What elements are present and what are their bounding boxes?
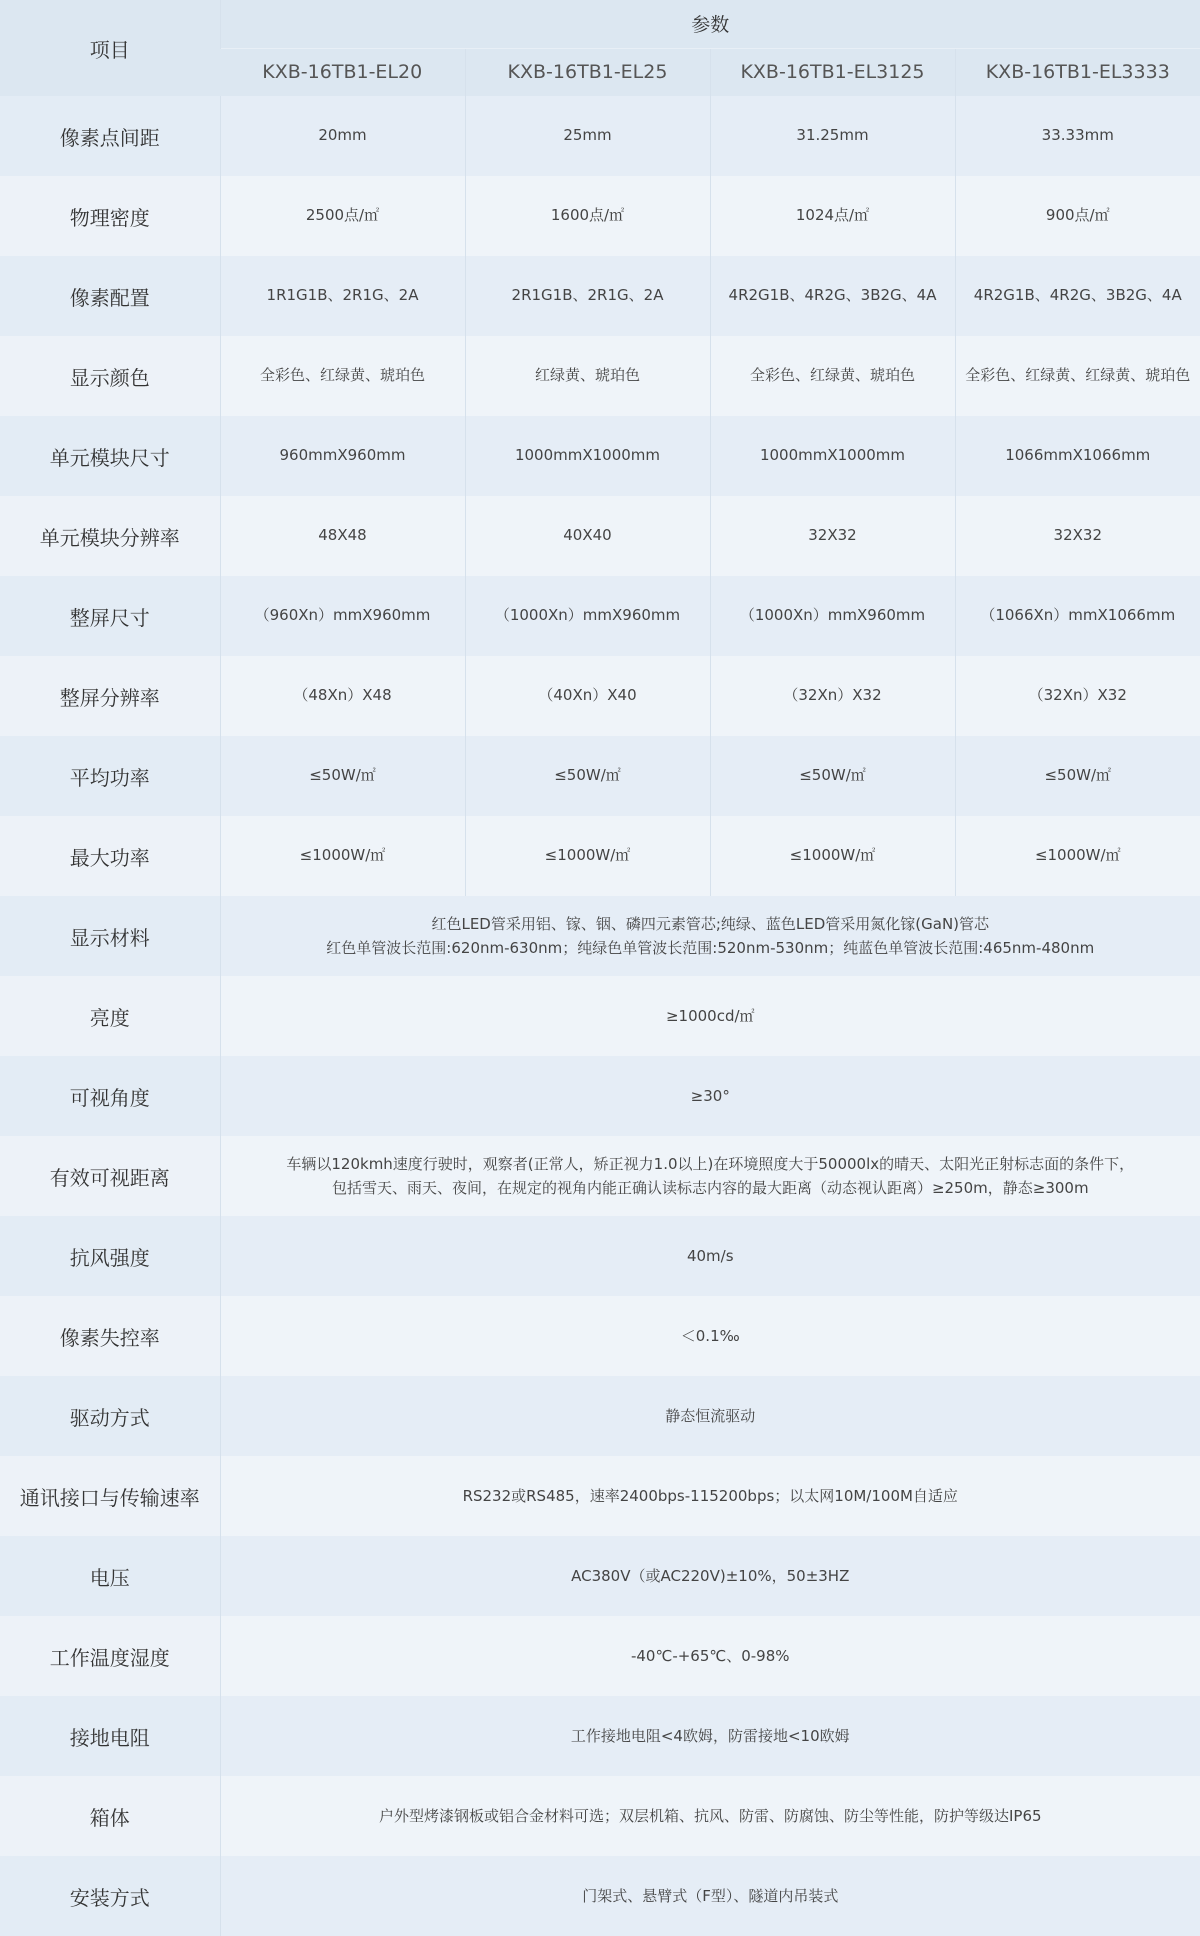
row-value: 40X40 bbox=[465, 496, 710, 576]
table-row bbox=[0, 816, 1200, 896]
row-span-value bbox=[220, 1856, 1200, 1936]
row-value: ≤1000W/㎡ bbox=[465, 816, 710, 896]
row-label: 电压 bbox=[0, 1536, 220, 1616]
row-label: 显示材料 bbox=[0, 896, 220, 976]
row-label: 工作温度湿度 bbox=[0, 1616, 220, 1696]
row-span-line: 红色LED管采用铝、镓、铟、磷四元素管芯;纯绿、蓝色LED管采用氮化镓(GaN)管芯 bbox=[431, 915, 990, 933]
row-label: 有效可视距离 bbox=[0, 1136, 220, 1216]
table-row bbox=[0, 1456, 1200, 1536]
header-param-cell: 参数 bbox=[220, 0, 1200, 48]
row-span-line: 车辆以120kmh速度行驶时，观察者(正常人，矫正视力1.0以上)在环境照度大于50000lx的晴天、太阳光正射标志面的条件下， bbox=[286, 1155, 1135, 1173]
row-span-value bbox=[220, 1056, 1200, 1136]
row-span-value bbox=[220, 976, 1200, 1056]
row-label: 物理密度 bbox=[0, 176, 220, 256]
row-label: 可视角度 bbox=[0, 1056, 220, 1136]
row-value: 2R1G1B、2R1G、2A bbox=[465, 256, 710, 336]
row-label: 最大功率 bbox=[0, 816, 220, 896]
row-label: 箱体 bbox=[0, 1776, 220, 1856]
table-row bbox=[0, 896, 1200, 976]
row-label: 抗风强度 bbox=[0, 1216, 220, 1296]
table-row bbox=[0, 1856, 1200, 1936]
row-span-line: ＜0.1‰ bbox=[680, 1327, 740, 1345]
header-row bbox=[0, 0, 1200, 48]
row-value: （48Xn）X48 bbox=[220, 656, 465, 736]
row-label: 接地电阻 bbox=[0, 1696, 220, 1776]
row-label: 通讯接口与传输速率 bbox=[0, 1456, 220, 1536]
row-value: 31.25mm bbox=[710, 96, 955, 176]
row-value: 4R2G1B、4R2G、3B2G、4A bbox=[710, 256, 955, 336]
row-label: 像素点间距 bbox=[0, 96, 220, 176]
row-label: 驱动方式 bbox=[0, 1376, 220, 1456]
row-value: （40Xn）X40 bbox=[465, 656, 710, 736]
row-value: ≤1000W/㎡ bbox=[710, 816, 955, 896]
row-value: ≤50W/㎡ bbox=[955, 736, 1200, 816]
table-row bbox=[0, 976, 1200, 1056]
row-value: 1066mmX1066mm bbox=[955, 416, 1200, 496]
table-row bbox=[0, 1216, 1200, 1296]
row-value: （1000Xn）mmX960mm bbox=[710, 576, 955, 656]
row-label: 安装方式 bbox=[0, 1856, 220, 1936]
row-label: 整屏尺寸 bbox=[0, 576, 220, 656]
table-row bbox=[0, 176, 1200, 256]
row-value: 900点/㎡ bbox=[955, 176, 1200, 256]
row-span-line: ≥1000cd/㎡ bbox=[665, 1007, 755, 1025]
row-value: 1600点/㎡ bbox=[465, 176, 710, 256]
row-value: （960Xn）mmX960mm bbox=[220, 576, 465, 656]
row-span-value bbox=[220, 896, 1200, 976]
row-span-value bbox=[220, 1776, 1200, 1856]
row-label: 像素失控率 bbox=[0, 1296, 220, 1376]
row-span-value bbox=[220, 1616, 1200, 1696]
table-row bbox=[0, 1136, 1200, 1216]
table-row bbox=[0, 656, 1200, 736]
row-value: 全彩色、红绿黄、琥珀色 bbox=[710, 336, 955, 416]
row-value: 4R2G1B、4R2G、3B2G、4A bbox=[955, 256, 1200, 336]
table-row bbox=[0, 576, 1200, 656]
row-value: ≤50W/㎡ bbox=[220, 736, 465, 816]
row-label: 亮度 bbox=[0, 976, 220, 1056]
row-label: 像素配置 bbox=[0, 256, 220, 336]
row-value: 33.33mm bbox=[955, 96, 1200, 176]
row-value: 全彩色、红绿黄、琥珀色 bbox=[220, 336, 465, 416]
row-value: 红绿黄、琥珀色 bbox=[465, 336, 710, 416]
row-span-value bbox=[220, 1136, 1200, 1216]
row-value: 32X32 bbox=[955, 496, 1200, 576]
header-item-cell: 项目 bbox=[0, 0, 220, 96]
table-row bbox=[0, 1376, 1200, 1456]
row-value: 1000mmX1000mm bbox=[710, 416, 955, 496]
table-row bbox=[0, 736, 1200, 816]
table-row bbox=[0, 1056, 1200, 1136]
model-header-el3333: KXB-16TB1-EL3333 bbox=[955, 48, 1200, 96]
model-header-el3125: KXB-16TB1-EL3125 bbox=[710, 48, 955, 96]
row-span-value bbox=[220, 1296, 1200, 1376]
row-value: 1R1G1B、2R1G、2A bbox=[220, 256, 465, 336]
row-span-line: 40m/s bbox=[686, 1247, 734, 1265]
row-value: 48X48 bbox=[220, 496, 465, 576]
row-value: ≤50W/㎡ bbox=[710, 736, 955, 816]
row-span-line: 门架式、悬臂式（F型）、隧道内吊装式 bbox=[582, 1887, 839, 1905]
table-row bbox=[0, 496, 1200, 576]
row-label: 单元模块尺寸 bbox=[0, 416, 220, 496]
row-value: 20mm bbox=[220, 96, 465, 176]
table-row bbox=[0, 1616, 1200, 1696]
row-span-line: -40℃-+65℃、0-98% bbox=[630, 1647, 790, 1665]
row-value: ≤50W/㎡ bbox=[465, 736, 710, 816]
row-value: （1066Xn）mmX1066mm bbox=[955, 576, 1200, 656]
table-row bbox=[0, 96, 1200, 176]
table-row bbox=[0, 1696, 1200, 1776]
table-row bbox=[0, 256, 1200, 336]
row-span-line: ≥30° bbox=[690, 1087, 730, 1105]
row-value: 1024点/㎡ bbox=[710, 176, 955, 256]
model-header-el25: KXB-16TB1-EL25 bbox=[465, 48, 710, 96]
row-span-line: RS232或RS485，速率2400bps-115200bps；以太网10M/100M自适应 bbox=[462, 1487, 958, 1505]
row-value: 1000mmX1000mm bbox=[465, 416, 710, 496]
row-label: 单元模块分辨率 bbox=[0, 496, 220, 576]
row-span-line: 红色单管波长范围:620nm-630nm；纯绿色单管波长范围:520nm-530nm；纯蓝色单管波长范围:465nm-480nm bbox=[326, 939, 1095, 957]
row-value: 2500点/㎡ bbox=[220, 176, 465, 256]
row-span-value bbox=[220, 1456, 1200, 1536]
row-label: 显示颜色 bbox=[0, 336, 220, 416]
row-span-value bbox=[220, 1536, 1200, 1616]
row-span-value bbox=[220, 1216, 1200, 1296]
row-span-line: 户外型烤漆钢板或铝合金材料可选；双层机箱、抗风、防雷、防腐蚀、防尘等性能，防护等级达IP65 bbox=[378, 1807, 1042, 1825]
table-row bbox=[0, 1296, 1200, 1376]
row-value: （32Xn）X32 bbox=[710, 656, 955, 736]
row-value: （32Xn）X32 bbox=[955, 656, 1200, 736]
row-label: 平均功率 bbox=[0, 736, 220, 816]
row-value: ≤1000W/㎡ bbox=[220, 816, 465, 896]
row-value: ≤1000W/㎡ bbox=[955, 816, 1200, 896]
table-row bbox=[0, 336, 1200, 416]
table-row bbox=[0, 1776, 1200, 1856]
row-span-line: 静态恒流驱动 bbox=[665, 1407, 756, 1425]
row-span-line: AC380V（或AC220V)±10%，50±3HZ bbox=[571, 1567, 850, 1585]
row-span-value bbox=[220, 1696, 1200, 1776]
row-value: 全彩色、红绿黄、红绿黄、琥珀色 bbox=[955, 336, 1200, 416]
row-value: 32X32 bbox=[710, 496, 955, 576]
row-span-value bbox=[220, 1376, 1200, 1456]
model-header-el20: KXB-16TB1-EL20 bbox=[220, 48, 465, 96]
row-value: （1000Xn）mmX960mm bbox=[465, 576, 710, 656]
row-value: 960mmX960mm bbox=[220, 416, 465, 496]
row-span-line: 工作接地电阻<4欧姆，防雷接地<10欧姆 bbox=[570, 1727, 850, 1745]
row-label: 整屏分辨率 bbox=[0, 656, 220, 736]
row-span-line: 包括雪天、雨天、夜间，在规定的视角内能正确认读标志内容的最大距离（动态视认距离）≥250m，静态≥300m bbox=[331, 1179, 1089, 1197]
table-row bbox=[0, 416, 1200, 496]
row-value: 25mm bbox=[465, 96, 710, 176]
table-row bbox=[0, 1536, 1200, 1616]
